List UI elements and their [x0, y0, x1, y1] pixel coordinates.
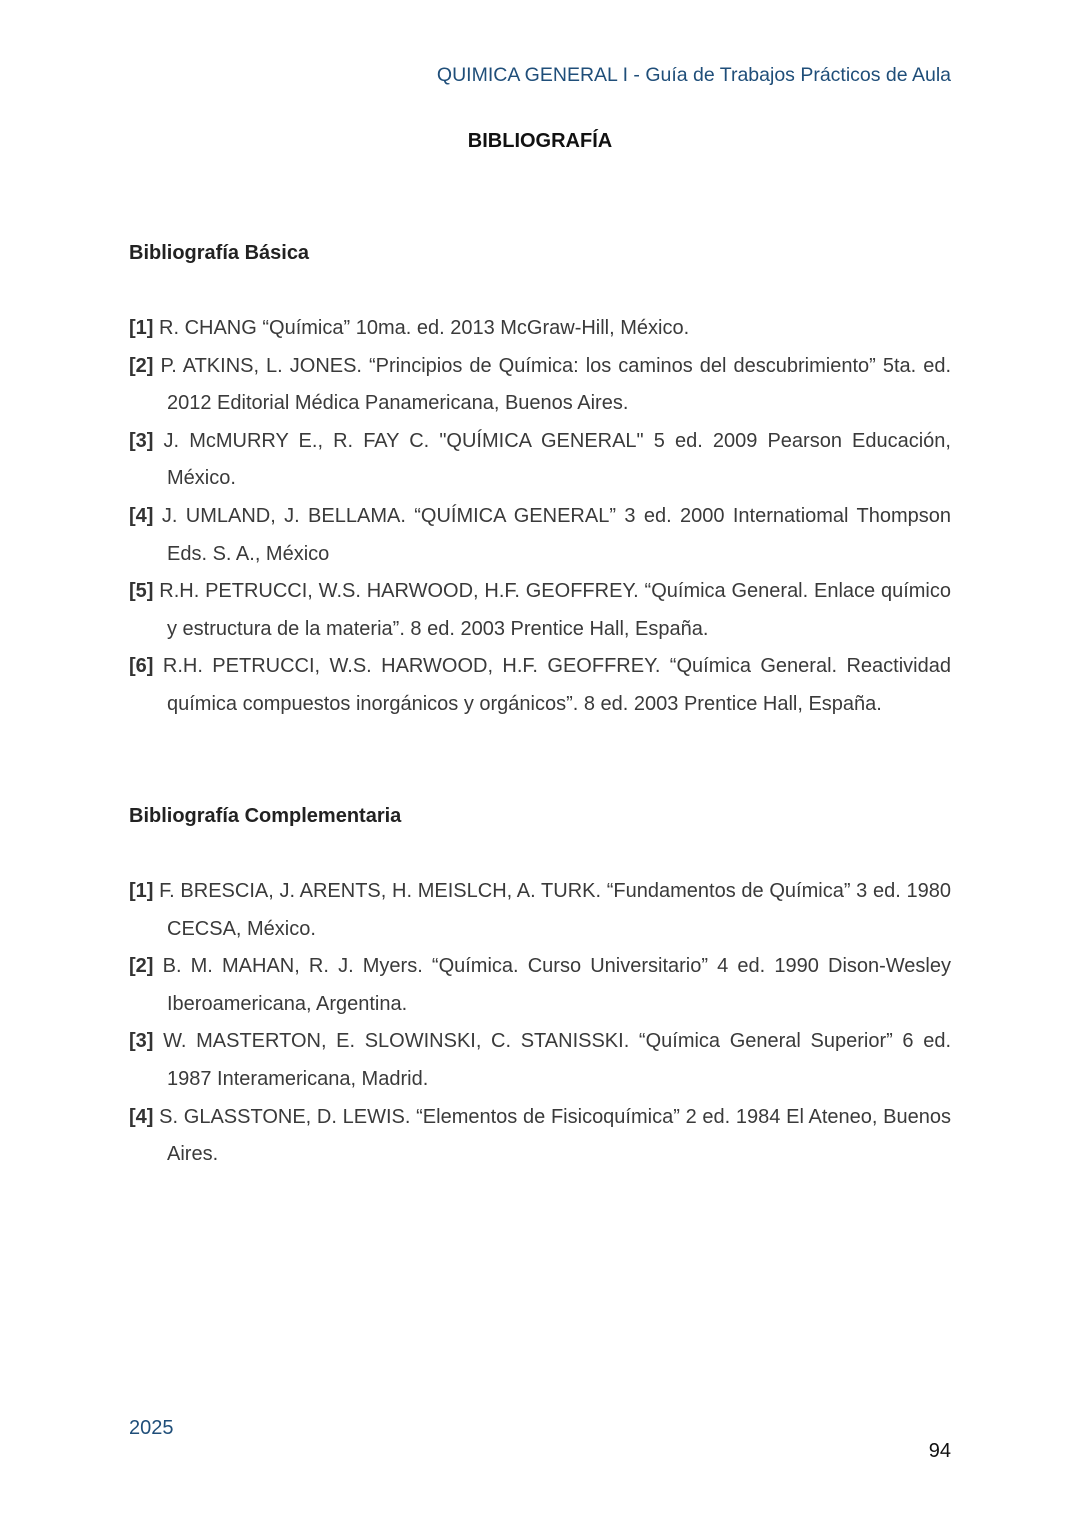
reference-item: [1] R. CHANG “Química” 10ma. ed. 2013 McGraw-Hill, México.: [129, 317, 690, 339]
page-number: 94: [928, 1440, 951, 1462]
reference-item: [3] W. MASTERTON, E. SLOWINSKI, C. STANISSKI. “Química General Superior” 6 ed. 1987 Interamericana, Madrid.: [129, 1030, 952, 1090]
reference-item: [5] R.H. PETRUCCI, W.S. HARWOOD, H.F. GEOFFREY. “Química General. Enlace químico y estructura de la materia”. 8 ed. 2003 Prentice Hall, España.: [129, 580, 951, 640]
page-title: BIBLIOGRAFÍA: [467, 130, 613, 152]
reference-item: [4] J. UMLAND, J. BELLAMA. “QUÍMICA GENERAL” 3 ed. 2000 Internatiomal Thompson Eds. S. A., México: [129, 504, 951, 565]
reference-item: [4] S. GLASSTONE, D. LEWIS. “Elementos de Fisicoquímica” 2 ed. 1984 El Ateneo, Buenos Aires.: [129, 1105, 951, 1166]
complementary-reference-list: [129, 873, 951, 1174]
basic-reference-list: [129, 310, 951, 724]
section-heading-basic: Bibliografía Básica: [129, 242, 310, 264]
reference-item: [2] P. ATKINS, L. JONES. “Principios de Química: los caminos del descubrimiento” 5ta. ed. 2012 Editorial Médica Panamericana, Buenos Aires.: [129, 354, 952, 415]
reference-item: [2] B. M. MAHAN, R. J. Myers. “Química. Curso Universitario” 4 ed. 1990 Dison-Wesley Iberoamericana, Argentina.: [129, 955, 951, 1015]
running-header: QUIMICA GENERAL I - Guía de Trabajos Prácticos de Aula: [436, 64, 951, 86]
reference-item: [6] R.H. PETRUCCI, W.S. HARWOOD, H.F. GEOFFREY. “Química General. Reactividad química compuestos inorgánicos y orgánicos”. 8 ed. 2003 Prentice Hall, España.: [129, 655, 951, 715]
reference-item: [3] J. McMURRY E., R. FAY C. "QUÍMICA GENERAL" 5 ed. 2009 Pearson Educación, México.: [129, 429, 951, 490]
footer-year: 2025: [129, 1417, 174, 1439]
reference-item: [1] F. BRESCIA, J. ARENTS, H. MEISLCH, A. TURK. “Fundamentos de Química” 3 ed. 1980 CECSA, México.: [129, 880, 952, 940]
section-heading-complementary: Bibliografía Complementaria: [129, 805, 402, 827]
